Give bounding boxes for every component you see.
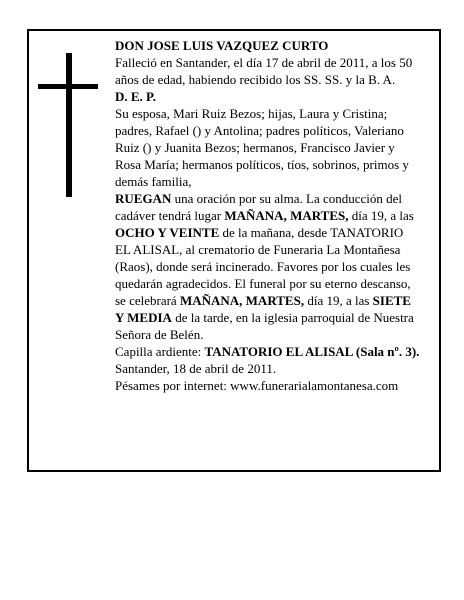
condolences-line: Pésames por internet: www.funerarialamontanesa.com (115, 378, 399, 393)
deceased-name: DON JOSE LUIS VAZQUEZ CURTO (115, 38, 329, 53)
ceremony-details: RUEGAN una oración por su alma. La conducción del cadáver tendrá lugar MAÑANA, MARTES, día 19, a las OCHO Y VEINTE de la mañana, desde TANATORIO EL ALISAL, al crematorio de Funeraria La Montañesa (Raos), donde será incinerado. Favores por los cuales les quedarán agradecidos. El funeral por su eterno descanso, se celebrará MAÑANA, MARTES, día 19, a las SIETE Y MEDIA de la tarde, en la iglesia parroquial de Nuestra Señora de Belén. (115, 191, 414, 342)
cross-icon-crossbar (38, 84, 98, 89)
date-line: Santander, 18 de abril de 2011. (115, 361, 277, 376)
death-announcement: Falleció en Santander, el día 17 de abril de 2011, a los 50 años de edad, habiendo recibido los SS. SS. y la B. A. (115, 55, 413, 87)
obituary-text (115, 37, 420, 394)
chapel-info: Capilla ardiente: TANATORIO EL ALISAL (Sala nº. 3). (115, 344, 420, 359)
family-list: Su esposa, Mari Ruiz Bezos; hijas, Laura y Cristina; padres, Rafael () y Antolina; padres políticos, Valeriano Ruiz () y Juanita Bezos; hermanos, Francisco Javier y Rosa María; hermanos políticos, tíos, sobrinos, primos y demás familia, (115, 106, 409, 189)
cross-icon (66, 53, 72, 197)
dep-heading: D. E. P. (115, 89, 157, 104)
